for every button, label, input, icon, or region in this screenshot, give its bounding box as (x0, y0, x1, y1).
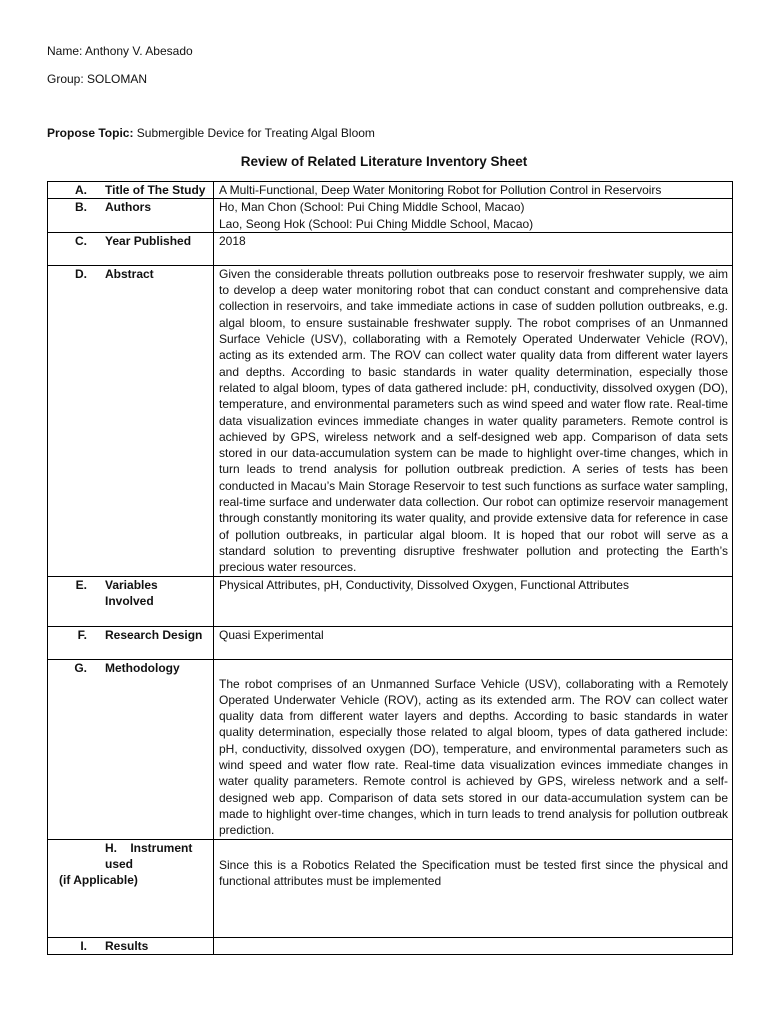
research-design-value: Quasi Experimental (214, 626, 733, 659)
row-letter: I. (80, 938, 87, 953)
row-label: Research Design (105, 627, 203, 642)
name-label: Name: (47, 44, 83, 58)
name-line (47, 44, 193, 59)
topic-value: Submergible Device for Treating Algal Bloom (136, 126, 375, 140)
title-of-study-value: A Multi-Functional, Deep Water Monitoring Robot for Pollution Control in Reservoirs (214, 182, 733, 199)
row-research-design (48, 626, 733, 659)
row-label: Instrument used (105, 840, 193, 871)
row-letter: A. (75, 183, 87, 197)
row-title-of-study (48, 182, 733, 199)
group-label: Group: (47, 72, 84, 86)
label-cell (48, 199, 214, 233)
row-letter: G. (74, 660, 87, 675)
row-methodology (48, 659, 733, 839)
label-cell (48, 232, 214, 265)
abstract-value: Given the considerable threats pollution outbreaks pose to reservoir freshwater supply, we aim to develop a deep water monitoring robot that can conduct constant and comprehensive data collection in reservoirs, and take immediate actions in case of sudden pollution outbreaks, e.g. algal bloom, to ensure sustainable freshwater supply. The robot comprises of an Unmanned Surface Vehicle (USV), collaborating with a Remotely Operated Underwater Vehicle (ROV), acting as its extended arm. The ROV can collect water quality data from different water layers and depths. According to basic standards in water quality determination, especially those related to algal bloom, types of data gathered include: pH, conductivity, dissolved oxygen (DO), temperature, and environmental parameters such as wind speed and water flow rate. Real-time data visualization evinces immediate changes in water quality parameters. Remote control is achieved by GPS, wireless network and a self-designed web app. Comparison of data sets stored in our data-accumulation system can be made to highlight over-time changes, which in turn leads to trend analysis for pollution outbreak prediction. A series of tests has been conducted in Macau’s Main Storage Reservoir to test such functions as surface water sampling, real-time surface and underwater data collection. Our robot can optimize reservoir management through constantly monitoring its water quality, and provide extensive data for reference in case of pollution outbreaks, in particular algal bloom. It is hoped that our robot will serve as a standard solution to preventing disruptive freshwater pollution and protecting the Earth’s precious water resources. (214, 265, 733, 576)
year-published-value: 2018 (214, 232, 733, 265)
row-label: Authors (105, 200, 151, 215)
name-value: Anthony V. Abesado (85, 44, 193, 58)
row-letter: H. (105, 840, 117, 855)
label-cell (48, 659, 214, 839)
sheet-title: Review of Related Literature Inventory Sheet (240, 154, 528, 169)
label-cell (48, 182, 214, 199)
label-cell (48, 576, 214, 626)
row-letter: E. (75, 577, 87, 592)
row-label: Abstract (105, 266, 154, 281)
row-authors (48, 199, 733, 233)
label-cell (48, 265, 214, 576)
row-label: Results (105, 938, 149, 953)
author-2: Lao, Seong Hok (School: Pui Ching Middle School, Macao) (219, 216, 534, 231)
group-line (47, 72, 147, 87)
authors-value (214, 199, 733, 233)
group-value: SOLOMAN (87, 72, 148, 86)
row-letter: F. (77, 627, 87, 642)
instrument-label (53, 840, 209, 873)
label-cell (48, 626, 214, 659)
row-instrument-used (48, 839, 733, 937)
row-abstract (48, 265, 733, 576)
results-value (214, 937, 733, 954)
row-letter: C. (75, 233, 87, 248)
variables-involved-value: Physical Attributes, pH, Conductivity, Dissolved Oxygen, Functional Attributes (214, 576, 733, 626)
instrument-used-value: Since this is a Robotics Related the Specification must be tested first since the physical and functional attributes must be implemented (214, 839, 733, 937)
methodology-value: The robot comprises of an Unmanned Surface Vehicle (USV), collaborating with a Remotely Operated Underwater Vehicle (ROV), acting as its extended arm. The ROV can collect water quality data from different water layers and depths. According to basic standards in water quality determination, especially those related to algal bloom, types of data gathered include: pH, conductivity, dissolved oxygen (DO), temperature, and environmental parameters such as wind speed and water flow rate. Real-time data visualization evinces immediate changes in water quality parameters. Remote control is achieved by GPS, wireless network and a self-designed web app. Comparison of data sets stored in our data-accumulation system can be made to highlight over-time changes, which in turn leads to trend analysis for pollution outbreak prediction. (214, 659, 733, 839)
row-results (48, 937, 733, 954)
topic-label: Propose Topic: (47, 126, 134, 140)
row-label: Methodology (105, 660, 180, 675)
row-label: Year Published (105, 233, 192, 248)
row-label: Variables Involved (105, 577, 158, 608)
label-cell (48, 839, 214, 937)
row-year-published (48, 232, 733, 265)
row-letter: B. (75, 200, 87, 215)
instrument-sublabel: (if Applicable) (59, 873, 138, 888)
inventory-table (47, 181, 733, 955)
row-letter: D. (75, 266, 87, 281)
topic-line (47, 126, 375, 141)
row-variables-involved (48, 576, 733, 626)
row-label: Title of The Study (105, 183, 206, 197)
label-cell (48, 937, 214, 954)
author-1: Ho, Man Chon (School: Pui Ching Middle School, Macao) (219, 200, 525, 215)
